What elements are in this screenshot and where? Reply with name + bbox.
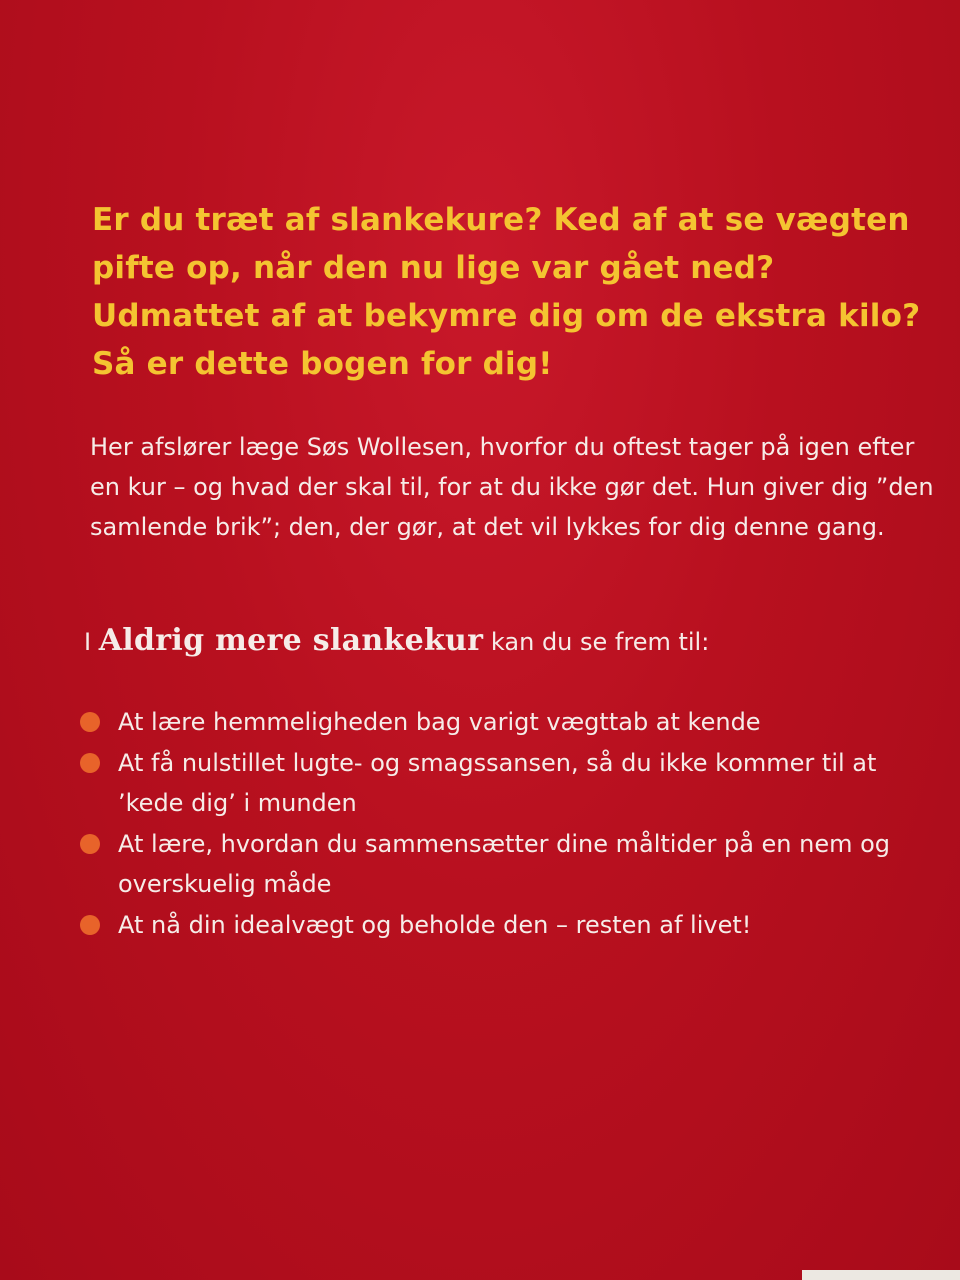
- headline: Er du træt af slankekure? Ked af at se vægten pifte op, når den nu lige var gået ned? Udmattet af at bekymre dig om de ekstra kilo? Så er dette bogen for dig!: [92, 202, 921, 382]
- barcode-sticker-edge: [802, 1270, 960, 1280]
- list-item: [78, 743, 938, 823]
- list-item-text: At lære hemmeligheden bag varigt vægttab at kende: [118, 708, 761, 736]
- bullet-dot-icon: [80, 712, 100, 732]
- intro-paragraph: Her afslører læge Søs Wollesen, hvorfor du oftest tager på igen efter en kur – og hvad der skal til, for at du ikke gør det. Hun giver dig ”den samlende brik”; den, der gør, at det vil lykkes for dig denne gang.: [90, 433, 934, 541]
- bullet-dot-icon: [80, 915, 100, 935]
- lead-sentence: [84, 619, 944, 664]
- lead-prefix: I: [84, 628, 92, 656]
- book-title: Aldrig mere slankekur: [98, 623, 484, 658]
- list-item: [78, 702, 938, 742]
- list-item-text: At få nulstillet lugte- og smagssansen, så du ikke kommer til at ’kede dig’ i munden: [118, 749, 877, 817]
- bullet-dot-icon: [80, 834, 100, 854]
- list-item-text: At lære, hvordan du sammensætter dine måltider på en nem og overskuelig måde: [118, 830, 891, 898]
- list-item: [78, 824, 938, 904]
- bullet-dot-icon: [80, 753, 100, 773]
- lead-suffix: kan du se frem til:: [490, 628, 710, 656]
- list-item: [78, 905, 938, 945]
- benefit-list: [78, 702, 938, 946]
- list-item-text: At nå din idealvægt og beholde den – resten af livet!: [118, 911, 752, 939]
